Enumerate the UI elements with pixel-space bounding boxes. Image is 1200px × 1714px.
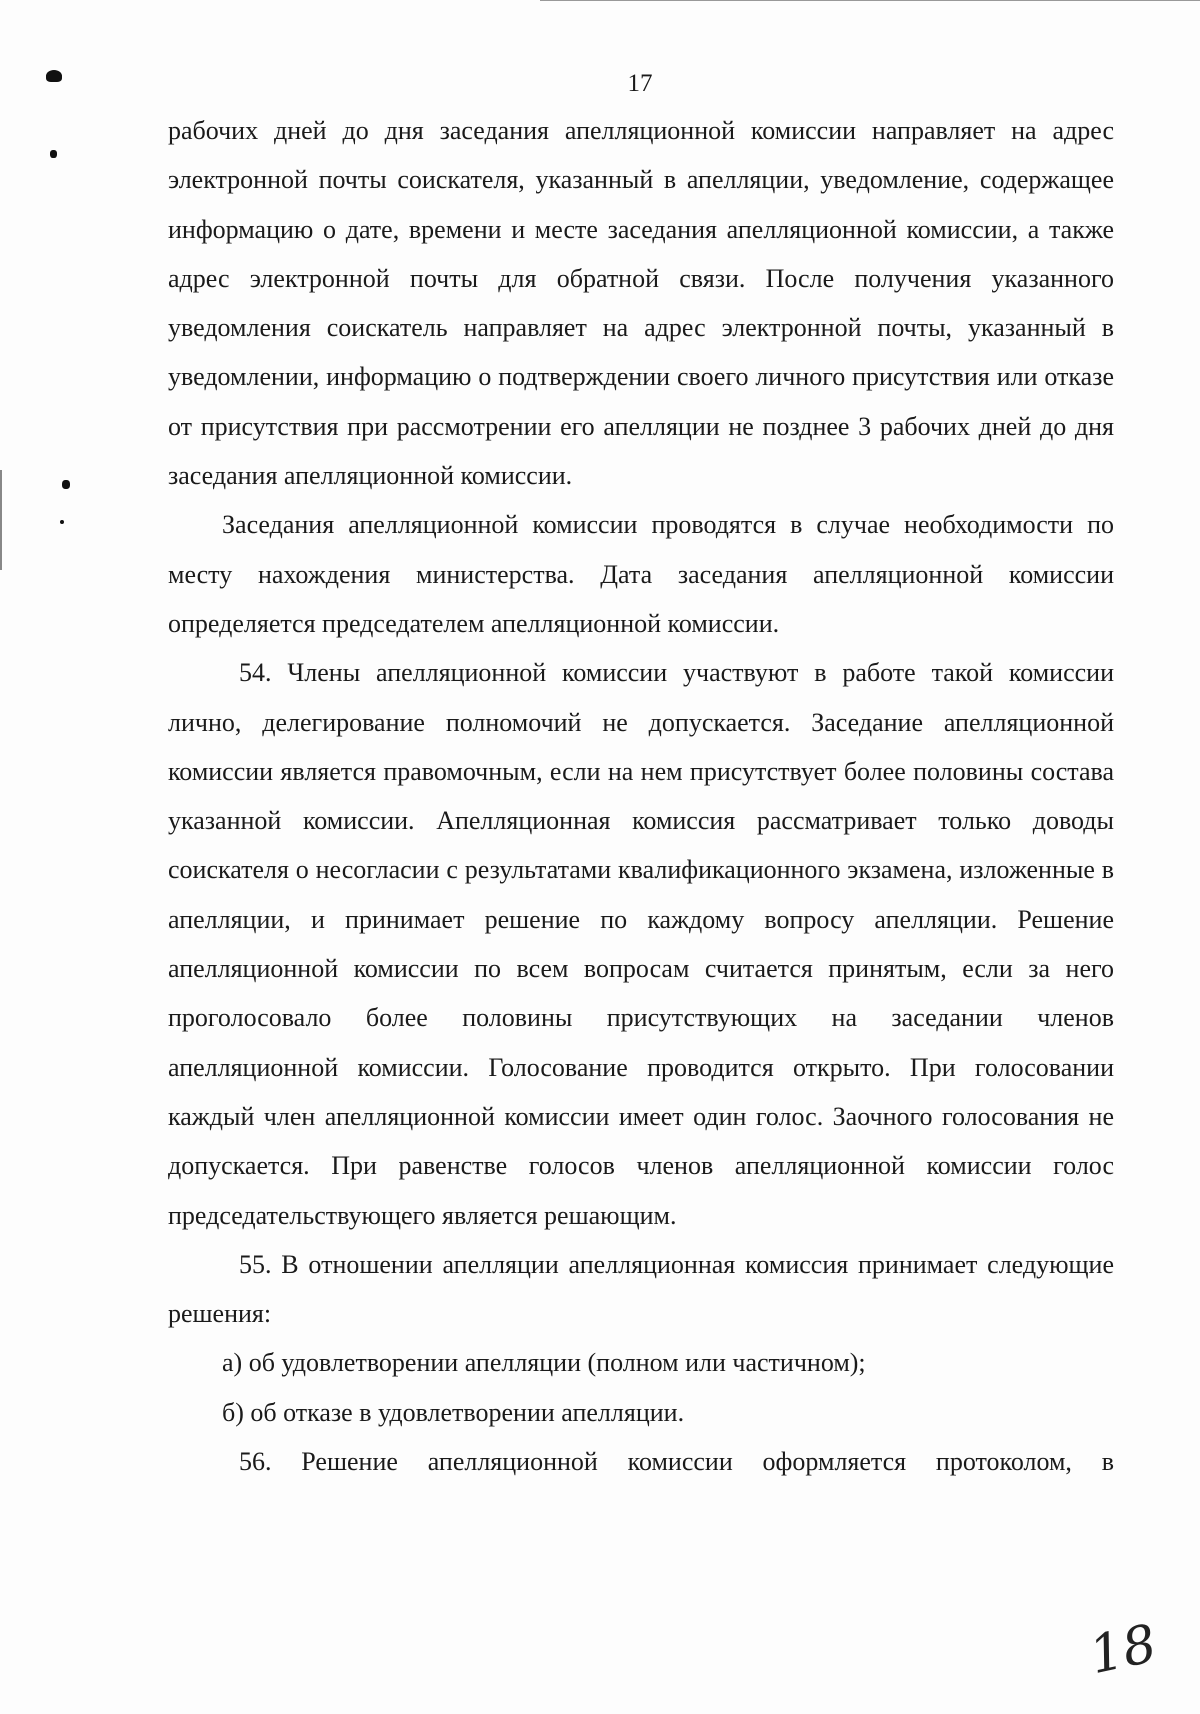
- list-item: б) об отказе в удовлетворении апелляции.: [222, 1397, 685, 1427]
- list-item: а) об удовлетворении апелляции (полном или частичном);: [222, 1348, 866, 1378]
- handwritten-sheet-number: 18: [1084, 1613, 1162, 1687]
- paragraph: Заседания апелляционной комиссии проводятся в случае необходимости по месту нахождения министерства. Дата заседания апелляционной комиссии определяется председателем апелляционной комиссии.: [168, 510, 1114, 638]
- scan-top-edge: [540, 0, 1200, 1]
- scan-blot: [50, 150, 57, 158]
- paragraph: 56. Решение апелляционной комиссии оформляется протоколом, в: [239, 1447, 1114, 1477]
- scan-blot: [62, 480, 70, 489]
- document-body: [168, 106, 1114, 1486]
- paragraph: 54. Члены апелляционной комиссии участвуют в работе такой комиссии лично, делегирование полномочий не допускается. Заседание апелляционной комиссии является правомочным, если на нем присутствует более половины состава указанной комиссии. Апелляционная комиссия рассматривает только доводы соискателя о несогласии с результатами квалификационного экзамена, изложенные в апелляции, и принимает решение по каждому вопросу апелляции. Решение апелляционной комиссии по всем вопросам считается принятым, если за него проголосовало более половины присутствующих на заседании членов апелляционной комиссии. Голосование проводится открыто. При голосовании каждый член апелляционной комиссии имеет один голос. Заочного голосования не допускается. При равенстве голосов членов апелляционной комиссии голос председательствующего является решающим.: [168, 658, 1114, 1230]
- scan-blot: [60, 520, 64, 524]
- paragraph: рабочих дней до дня заседания апелляционной комиссии направляет на адрес электронной почты соискателя, указанный в апелляции, уведомление, содержащее информацию о дате, времени и месте заседания апелляционной комиссии, а также адрес электронной почты для обратной связи. После получения указанного уведомления соискатель направляет на адрес электронной почты, указанный в уведомлении, информацию о подтверждении своего личного присутствия или отказе от присутствия при рассмотрении его апелляции не позднее 3 рабочих дней до дня заседания апелляционной комиссии.: [168, 116, 1114, 491]
- page-number: 17: [627, 70, 653, 97]
- paragraph: 55. В отношении апелляции апелляционная комиссия принимает следующие решения:: [168, 1249, 1114, 1329]
- scan-edge-line: [0, 470, 2, 570]
